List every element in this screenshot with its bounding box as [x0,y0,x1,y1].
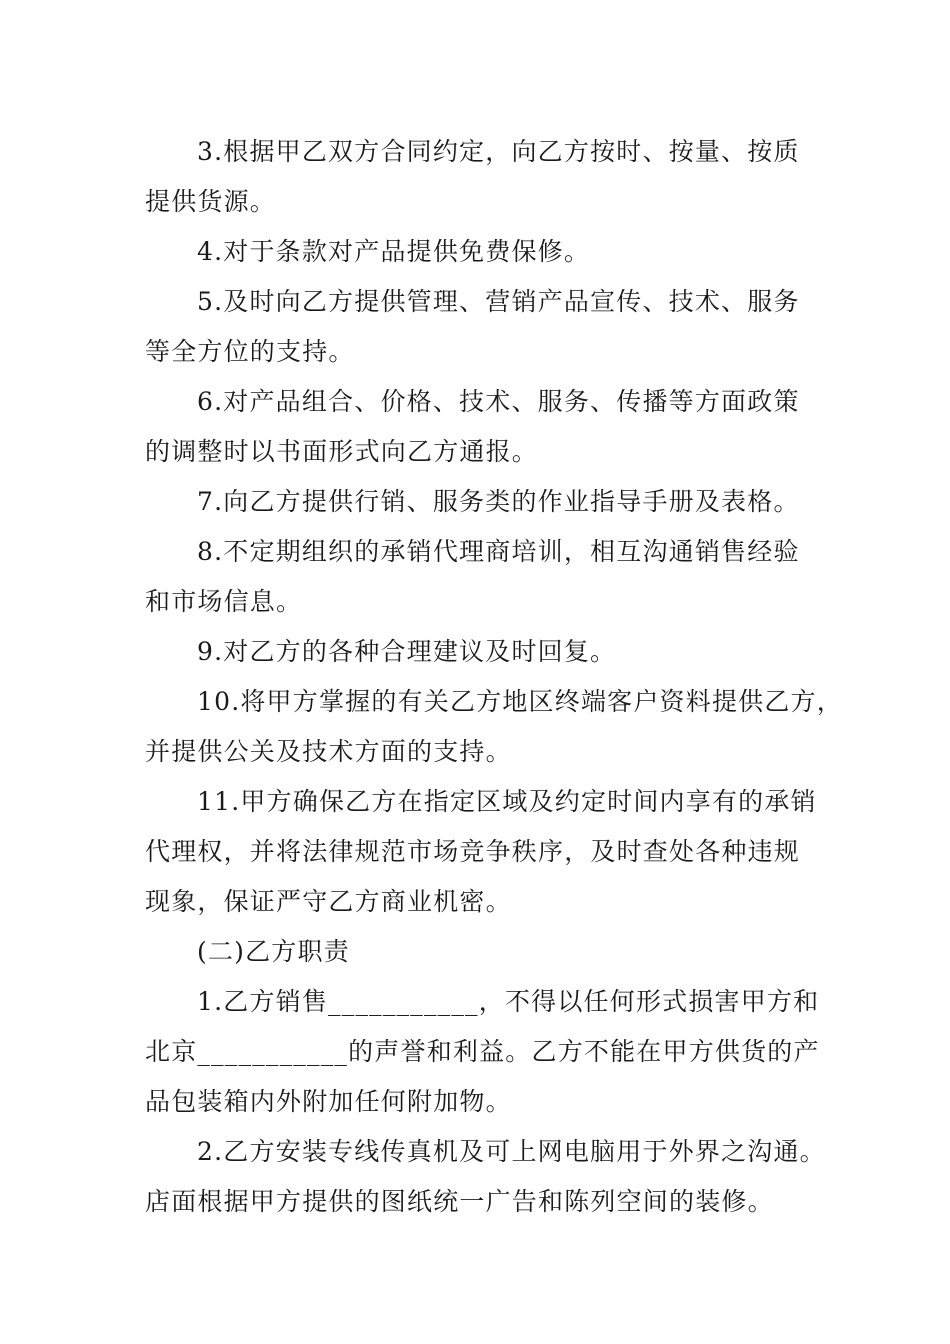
paragraph-line: 8.不定期组织的承销代理商培训，相互沟通销售经验 [197,537,800,566]
paragraph-line: 等全方位的支持。 [145,337,355,366]
paragraph-line: 品包装箱内外附加任何附加物。 [145,1087,512,1116]
paragraph-line: 并提供公关及技术方面的支持。 [145,737,512,766]
paragraph-line: 5.及时向乙方提供管理、营销产品宣传、技术、服务 [197,287,800,316]
paragraph-line: 4.对于条款对产品提供免费保修。 [197,237,591,266]
paragraph-line: 提供货源。 [145,187,277,216]
section-heading: (二)乙方职责 [197,937,350,966]
paragraph-line: 9.对乙方的各种合理建议及时回复。 [197,637,617,666]
paragraph-line: 的调整时以书面形式向乙方通报。 [145,437,539,466]
paragraph-line: 2.乙方安装专线传真机及可上网电脑用于外界之沟通。 [197,1137,826,1166]
paragraph-line: 1.乙方销售___________，不得以任何形式损害甲方和 [197,987,820,1016]
paragraph-line: 北京___________的声誉和利益。乙方不能在甲方供货的产 [145,1037,820,1066]
paragraph-line: 店面根据甲方提供的图纸统一广告和陈列空间的装修。 [145,1187,774,1216]
paragraph-line: 现象，保证严守乙方商业机密。 [145,887,512,916]
paragraph-line: 11.甲方确保乙方在指定区域及约定时间内享有的承销 [197,787,817,816]
paragraph-line: 6.对产品组合、价格、技术、服务、传播等方面政策 [197,387,800,416]
paragraph-line: 和市场信息。 [145,587,303,616]
paragraph-line: 3.根据甲乙双方合同约定，向乙方按时、按量、按质 [197,137,800,166]
paragraph-line: 7.向乙方提供行销、服务类的作业指导手册及表格。 [197,487,800,516]
document-body [145,127,843,1227]
paragraph-line: 代理权，并将法律规范市场竞争秩序，及时查处各种违规 [145,837,801,866]
paragraph-line: 10.将甲方掌握的有关乙方地区终端客户资料提供乙方， [197,687,843,716]
